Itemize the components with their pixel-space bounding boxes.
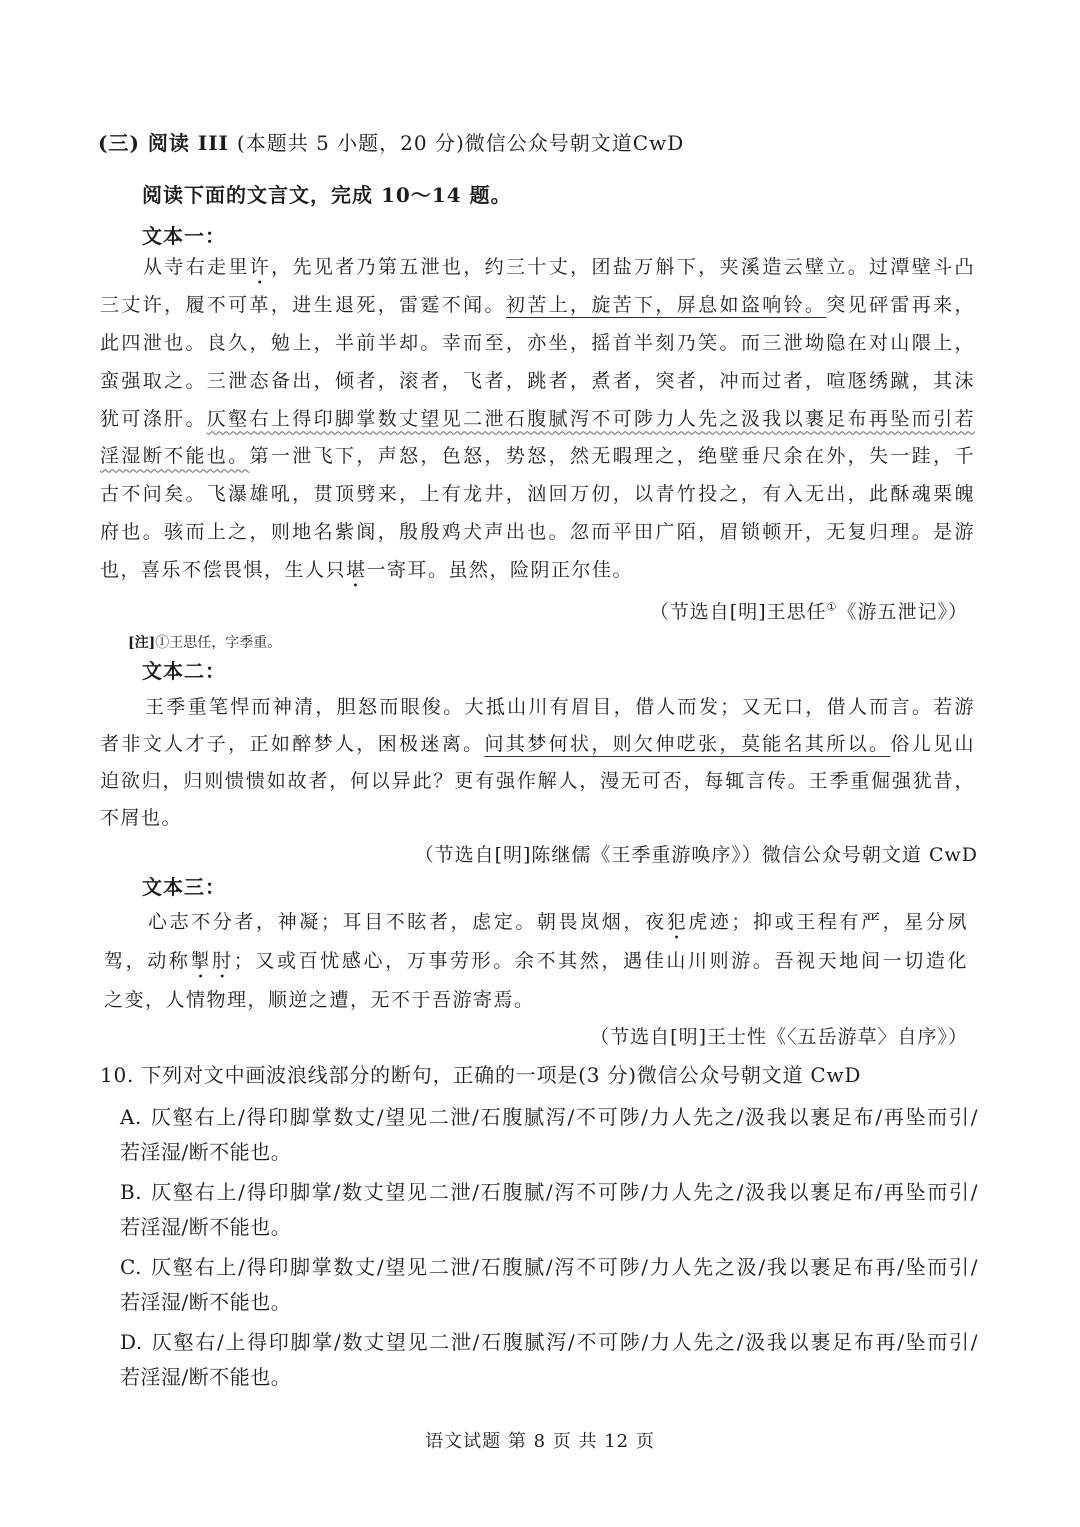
- option-text: 若淫湿/断不能也。: [120, 1140, 292, 1164]
- text1-passage: [100, 249, 975, 590]
- passage-line: [100, 476, 975, 514]
- passage-line: [104, 981, 968, 1020]
- passage-line: [104, 942, 968, 981]
- option-b: [120, 1175, 978, 1245]
- text3-source: （节选自[明]王士性《〈五岳游草〉自序》）: [590, 1026, 968, 1048]
- text-segment: 一寄耳。虽然，险阴正尔佳。: [366, 559, 634, 582]
- footnote-text: ①王思任，字季重。: [155, 635, 282, 651]
- text-segment: 心志不分者，神凝；耳目不眩者，虑定。朝畏岚烟，夜: [148, 911, 667, 933]
- passage-line: [100, 325, 975, 363]
- option-text: 若淫湿/断不能也。: [120, 1365, 292, 1389]
- passage-line: [100, 363, 975, 401]
- footnote-mark: ①: [826, 600, 838, 614]
- text-segment: 府也。骇而上之，则地名紫阆，殷殷鸡犬声出也。忽而平田广陌，眉锁顿开，无复归理。是游: [100, 521, 975, 544]
- emphasized-word: 堪: [346, 559, 367, 582]
- underlined-sentence: 问其梦何状，则欠伸呓张，莫能名其所以。: [484, 733, 891, 755]
- emphasized-word: 许: [249, 256, 272, 278]
- text-segment: ，先见者乃第五泄也，约三十丈，团盐万斛下，夹溪造云壁立。过潭壁斗凸: [271, 256, 975, 278]
- option-text: 若淫湿/断不能也。: [120, 1215, 292, 1239]
- option-c: [120, 1250, 978, 1320]
- option-line: [120, 1135, 978, 1170]
- text3-passage: [104, 903, 968, 1020]
- text-segment: 不屑也。: [100, 807, 183, 829]
- option-line: [120, 1285, 978, 1320]
- option-line: [120, 1210, 978, 1245]
- question-10-options: [120, 1100, 978, 1400]
- section-header: [98, 128, 684, 158]
- source-prefix: （节选自[明]王思任: [649, 601, 827, 623]
- section-score-note: (本题共 5 小题，20 分)微信公众号朝文道CwD: [236, 131, 685, 155]
- text-segment: 从寺右走里: [143, 256, 250, 278]
- passage-line: [100, 552, 975, 590]
- option-letter: C.: [120, 1255, 142, 1279]
- text-segment: 第一泄飞下，声怒，色怒，势怒，然无暇理之，绝壁垂尺余在外，失一跬，千: [249, 445, 975, 468]
- footnote: [128, 633, 281, 653]
- passage-line: [100, 287, 975, 325]
- passage-line: [145, 689, 975, 726]
- text-segment: 突见砰雷再来，: [826, 293, 975, 316]
- option-text: 仄壑右上/得印脚掌数丈/望见二泄/石腹腻/泻不可陟/力人先之汲/我以裹足布再/坠而引/: [149, 1255, 978, 1279]
- option-letter: B.: [120, 1180, 143, 1204]
- text-segment: 迫欲归，归则愦愦如故者，何以异此？更有强作解人，漫无可否，每辄言传。王季重倔强犹昔，: [100, 770, 975, 792]
- question-10-stem: 10. 下列对文中画波浪线部分的断句，正确的一项是(3 分)微信公众号朝文道 CwD: [100, 1063, 862, 1087]
- wavy-underlined-sentence: 仄壑右上得印脚掌数丈望见二泄石腹腻泻不可陟力人先之汲我以裹足布再坠而引若: [206, 407, 975, 430]
- text-segment: 虎迹；抑或王程有严，星分夙: [688, 911, 968, 933]
- option-letter: D.: [120, 1330, 143, 1354]
- passage-line: [100, 438, 975, 476]
- text2-label: 文本二：: [142, 659, 226, 683]
- text-segment: 者非文人才子，正如醉梦人，困极迷离。: [100, 733, 485, 755]
- text1-label: 文本一：: [142, 224, 226, 248]
- text-segment: 犹可涤肝。: [100, 407, 207, 430]
- text-segment: 驾，动称: [104, 950, 191, 972]
- text-segment: 之变，人情物理，顺逆之遭，无不于吾游寄焉。: [104, 989, 535, 1011]
- text-segment: 古不问矣。飞瀑雄吼，贯顶劈来，上有龙井，汹回万仞，以青竹投之，有入无出，此酥魂栗魄: [100, 483, 975, 506]
- underlined-sentence: 初苦上，旋苦下，屏息如盗响铃。: [505, 293, 827, 316]
- option-text: 仄壑右/上得印脚掌/数丈望见二泄/石腹腻泻/不可陟/力人先之/汲我以裹足布再/坠而引/: [150, 1330, 978, 1354]
- text1-source: [100, 597, 968, 627]
- passage-line: [100, 800, 975, 837]
- option-a: [120, 1100, 978, 1170]
- option-d: [120, 1325, 978, 1395]
- footnote-tag: [注]: [128, 635, 156, 651]
- text-segment: 蛮强取之。三泄态备出，倾者，滚者，飞者，跳者，煮者，突者，冲而过者，喧豗绣蹴，其沫: [100, 369, 975, 392]
- text-segment: 俗儿见山: [890, 733, 975, 755]
- text2-passage: [100, 689, 975, 837]
- emphasized-word: 掣肘: [190, 950, 234, 972]
- text-segment: ；又或百忧感心，万事劳形。余不其然，遇佳山川则游。吾视天地间一切造化: [233, 950, 968, 972]
- wavy-underlined-sentence: 淫湿断不能也。: [100, 445, 250, 468]
- text-segment: 王季重笔悍而神清，胆怒而眼俊。大抵山川有眉目，借人而发；又无口，借人而言。若游: [145, 696, 975, 718]
- option-line: [120, 1250, 978, 1285]
- option-line: [120, 1360, 978, 1395]
- text-segment: 也，喜乐不偿畏惧，生人只: [100, 559, 347, 582]
- passage-line: [100, 763, 975, 800]
- page-footer: 语文试题 第 8 页 共 12 页: [425, 1431, 655, 1452]
- text-segment: 此四泄也。良久，勉上，半前半却。幸而至，亦坐，摇首半刻乃笑。而三泄坳隐在对山隈上，: [100, 331, 975, 354]
- option-text: 仄壑右上/得印脚掌数丈/望见二泄/石腹腻泻/不可陟/力人先之/汲我以裹足布/再坠而引/: [149, 1105, 978, 1129]
- text-segment: 三丈许，履不可革，进生退死，雷霆不闻。: [100, 293, 506, 316]
- passage-line: [148, 903, 968, 942]
- source-title: 《游五泄记》）: [837, 601, 968, 623]
- passage-line: [143, 249, 975, 287]
- option-line: [120, 1175, 978, 1210]
- passage-line: [100, 401, 975, 439]
- text2-source: （节选自[明]陈继儒《王季重游唤序》）微信公众号朝文道 CwD: [414, 844, 978, 866]
- section-title: (三) 阅读 III: [98, 131, 229, 155]
- passage-line: [100, 514, 975, 552]
- emphasized-word: 犯: [666, 911, 689, 933]
- option-line: [120, 1325, 978, 1360]
- text3-label: 文本三：: [142, 875, 226, 899]
- option-text: 仄壑右上/得印脚掌/数丈望见二泄/石腹腻/泻不可陟/力人先之/汲我以裹足布/再坠而引/: [150, 1180, 978, 1204]
- option-line: [120, 1100, 978, 1135]
- reading-instruction: 阅读下面的文言文，完成 10～14 题。: [142, 183, 512, 207]
- passage-line: [100, 726, 975, 763]
- option-letter: A.: [120, 1105, 142, 1129]
- option-text: 若淫湿/断不能也。: [120, 1290, 292, 1314]
